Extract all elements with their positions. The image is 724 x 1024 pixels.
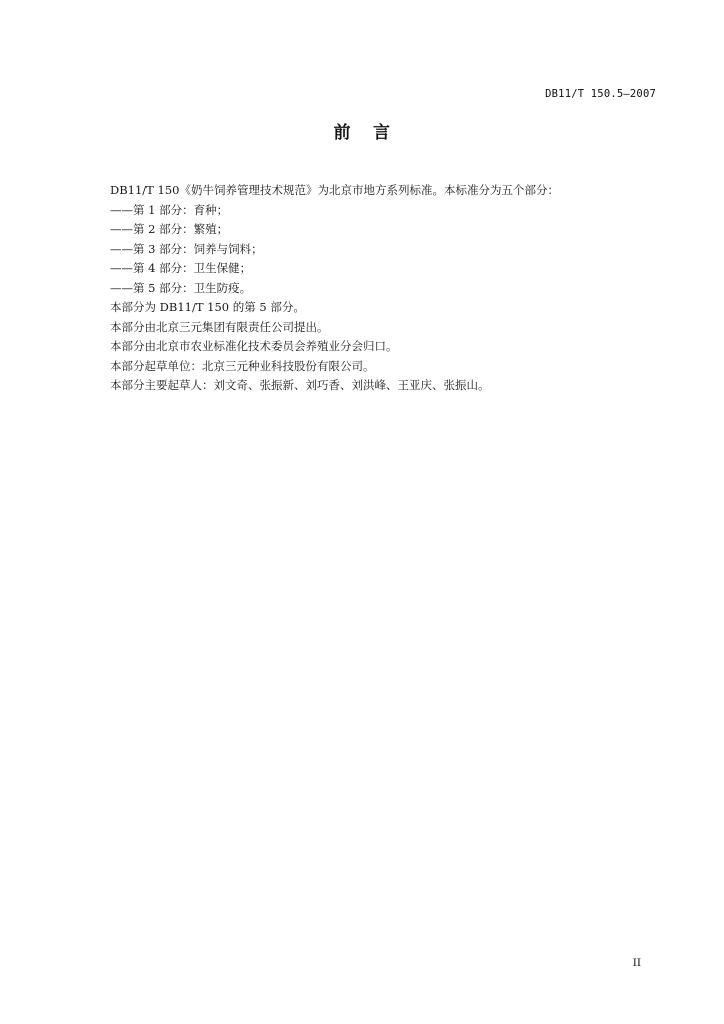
- paragraph-intro: DB11/T 150《奶牛饲养管理技术规范》为北京市地方系列标准。本标准分为五个部分：: [110, 183, 559, 197]
- paragraph-drafting-unit: 本部分起草单位：北京三元种业科技股份有限公司。: [110, 358, 375, 373]
- page-number: II: [632, 957, 641, 969]
- paragraph-administrator: 本部分由北京市农业标准化技术委员会养殖业分会归口。: [110, 339, 398, 353]
- title-char-1: 前: [333, 123, 351, 143]
- list-item-part-1: ——第 1 部分：育种；: [110, 202, 229, 217]
- standard-code-header: DB11/T 150.5—2007: [545, 88, 656, 100]
- title-char-2: 言: [373, 123, 391, 143]
- paragraph-this-part: 本部分为 DB11/T 150 的第 5 部分。: [110, 300, 305, 314]
- foreword-body: [110, 181, 630, 396]
- list-item-part-4: ——第 4 部分：卫生保健；: [110, 261, 252, 275]
- paragraph-drafters: 本部分主要起草人：刘文奇、张振新、刘巧香、刘洪峰、王亚庆、张振山。: [110, 378, 490, 392]
- list-item-part-5: ——第 5 部分：卫生防疫。: [110, 280, 252, 295]
- paragraph-proposer: 本部分由北京三元集团有限责任公司提出。: [110, 319, 329, 334]
- list-item-part-2: ——第 2 部分：繁殖；: [110, 222, 229, 236]
- page-title: [0, 118, 724, 143]
- list-item-part-3: ——第 3 部分：饲养与饲料；: [110, 241, 263, 256]
